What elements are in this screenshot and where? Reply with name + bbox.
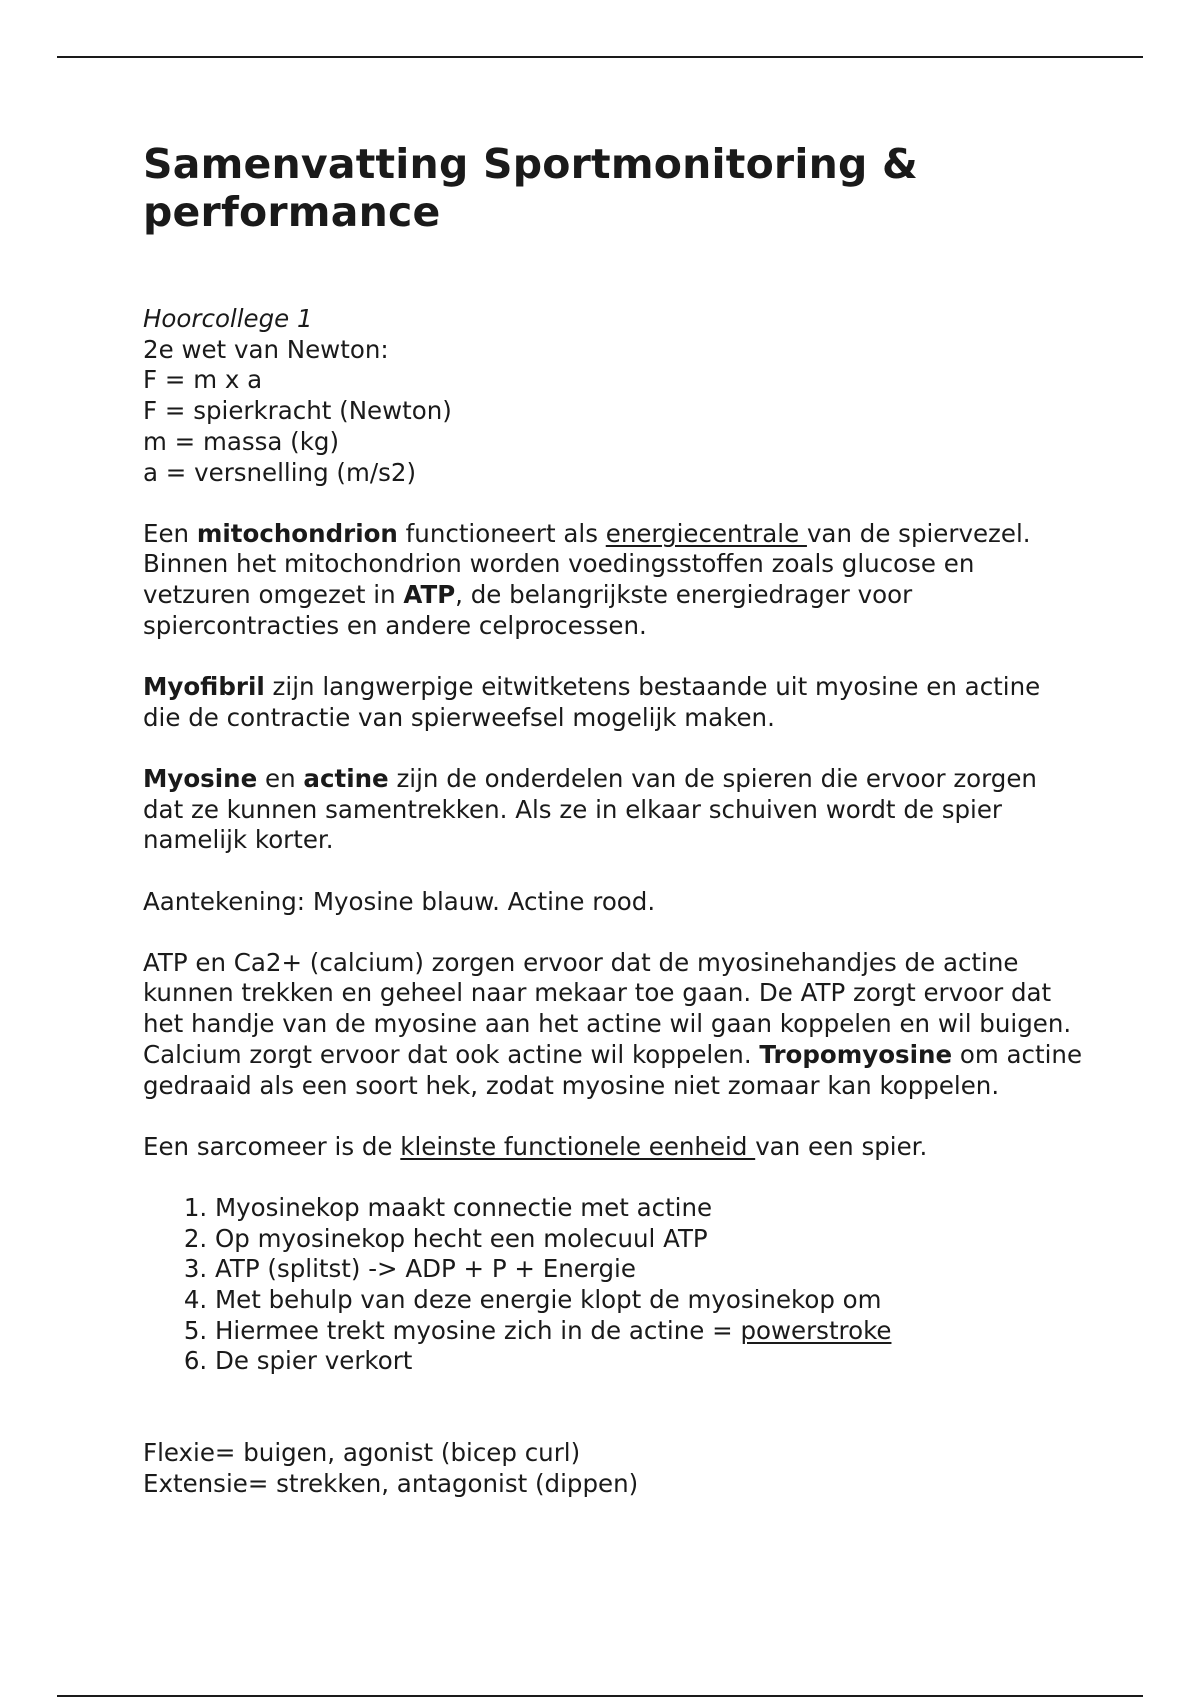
list-item: 5. Hiermee trekt myosine zich in de actine = powerstroke	[215, 1316, 1083, 1347]
term-atp: ATP	[403, 580, 456, 610]
note-paragraph: Aantekening: Myosine blauw. Actine rood.	[143, 886, 656, 916]
term-actine: actine	[303, 763, 389, 793]
document-body	[143, 140, 1083, 1500]
section-label: Hoorcollege 1	[143, 304, 313, 333]
atp-paragraph: ATP en Ca2+ (calcium) zorgen ervoor dat de myosinehandjes de actine kunnen trekken en geheel naar mekaar toe gaan. De ATP zorgt ervoor dat het handje van de myosine aan het actine wil gaan koppelen en wil buigen. Calcium zorgt ervoor dat ook actine wil koppelen. Tropomyosine om actine gedraaid als een soort hek, zodat myosine niet zomaar kan koppelen.	[143, 947, 1083, 1100]
myofibril-paragraph: Myofibril zijn langwerpige eitwitketens bestaande uit myosine en actine die de contractie van spierweefsel mogelijk maken.	[143, 672, 1041, 732]
list-item: 4. Met behulp van deze energie klopt de myosinekop om	[215, 1285, 1083, 1316]
list-item: 2. Op myosinekop hecht een molecuul ATP	[215, 1224, 1083, 1255]
underlined-powerstroke: powerstroke	[740, 1315, 892, 1345]
term-tropomyosine: Tropomyosine	[759, 1039, 953, 1069]
contraction-steps-list	[143, 1193, 1083, 1377]
newton-m-definition: m = massa (kg)	[143, 426, 340, 456]
list-item: 6. De spier verkort	[215, 1346, 1083, 1377]
term-myosine: Myosine	[143, 763, 258, 793]
term-myofibril: Myofibril	[143, 672, 265, 702]
newton-formula: F = m x a	[143, 365, 263, 395]
extensie-line: Extensie= strekken, antagonist (dippen)	[143, 1468, 639, 1498]
underlined-kleinste-eenheid: kleinste functionele eenheid	[400, 1131, 756, 1161]
sarcomeer-paragraph: Een sarcomeer is de kleinste functionele eenheid van een spier.	[143, 1131, 928, 1161]
list-item: 3. ATP (splitst) -> ADP + P + Energie	[215, 1254, 1083, 1285]
top-rule	[57, 56, 1143, 58]
newton-f-definition: F = spierkracht (Newton)	[143, 396, 452, 426]
mitochondrion-paragraph: Een mitochondrion functioneert als energiecentrale van de spiervezel. Binnen het mitochondrion worden voedingsstoffen zoals glucose en vetzuren omgezet in ATP, de belangrijkste energiedrager voor spiercontracties en andere celprocessen.	[143, 518, 1031, 640]
flexie-extensie-block	[143, 1438, 1083, 1499]
newton-heading: 2e wet van Newton:	[143, 334, 389, 364]
newton-a-definition: a = versnelling (m/s2)	[143, 457, 417, 487]
flexie-line: Flexie= buigen, agonist (bicep curl)	[143, 1438, 581, 1468]
term-mitochondrion: mitochondrion	[196, 518, 398, 548]
page-title: Samenvatting Sportmonitoring & performance	[143, 140, 918, 236]
bottom-rule	[57, 1695, 1143, 1697]
myosine-paragraph: Myosine en actine zijn de onderdelen van de spieren die ervoor zorgen dat ze kunnen samentrekken. Als ze in elkaar schuiven wordt de spier namelijk korter.	[143, 763, 1037, 855]
underlined-energiecentrale: energiecentrale	[605, 518, 807, 548]
list-item: 1. Myosinekop maakt connectie met actine	[215, 1193, 1083, 1224]
newton-block	[143, 335, 1083, 489]
